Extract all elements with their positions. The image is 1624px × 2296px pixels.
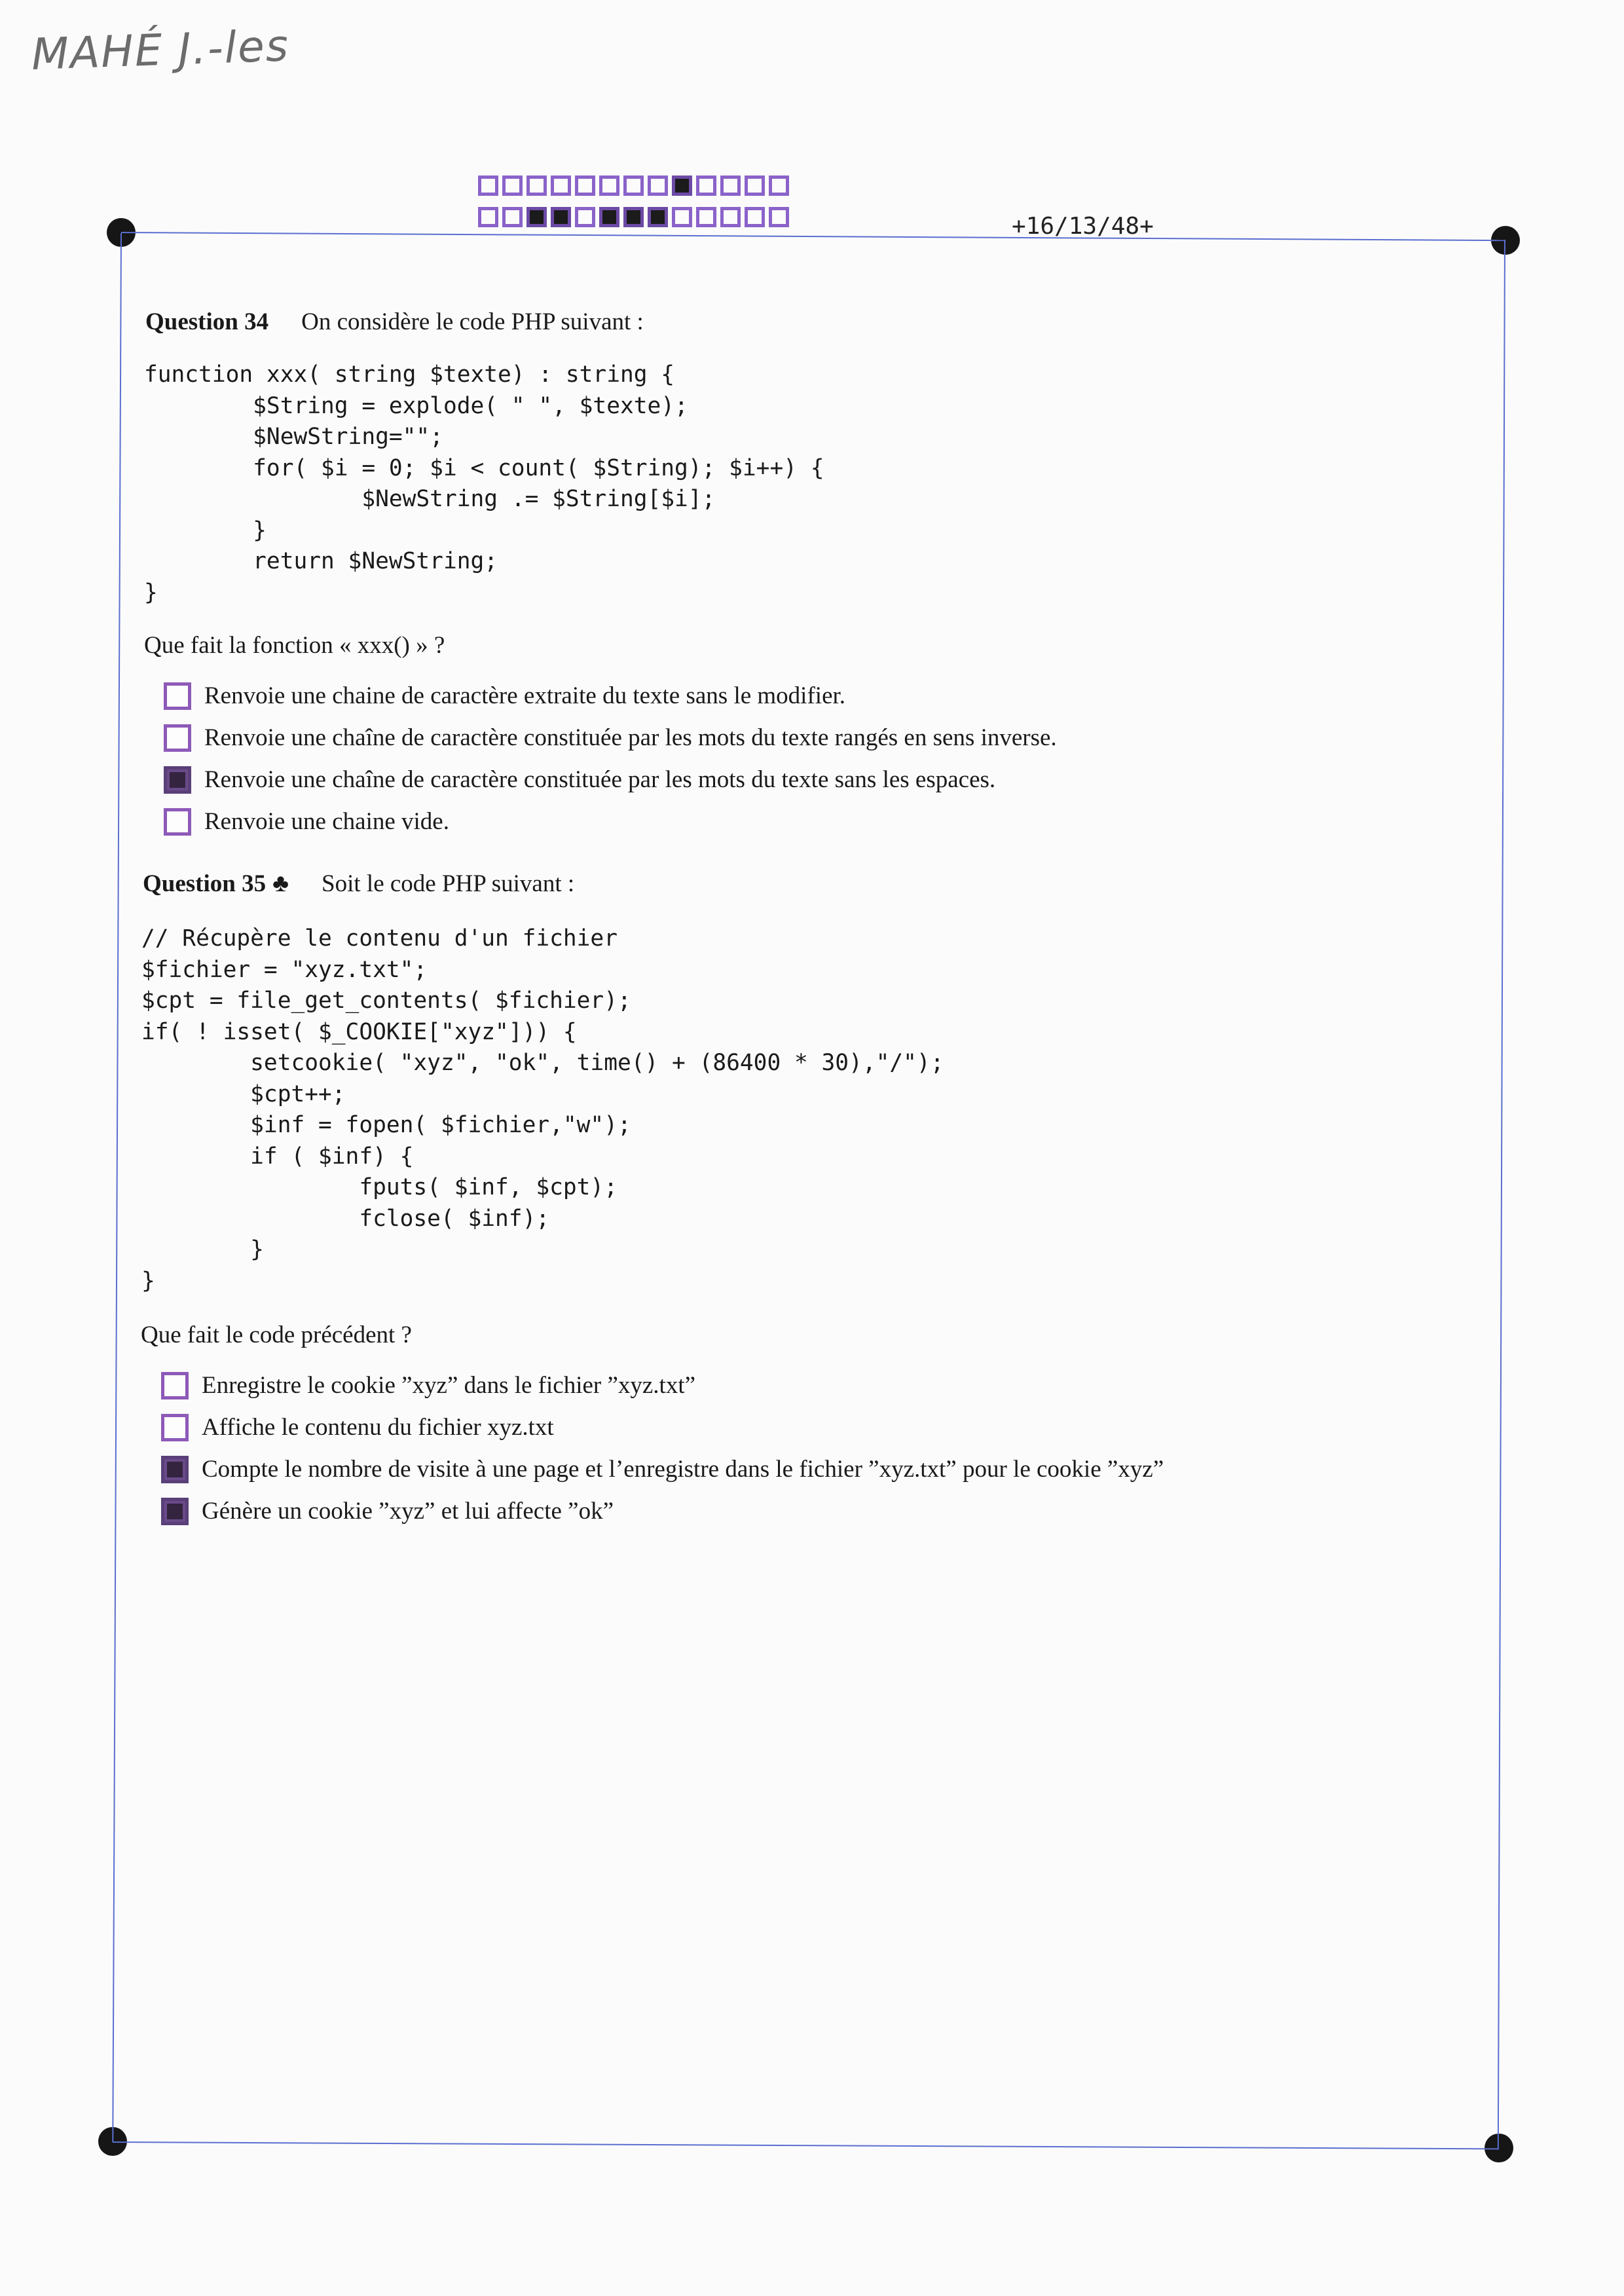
q35-answer-3-label: Compte le nombre de visite à une page et l’enregistre dans le fichier ”xyz.txt” pour le cookie ”xyz” (202, 1456, 1164, 1483)
id-box (575, 176, 595, 196)
student-id-row-1 (478, 176, 793, 196)
q34-answer-2-label: Renvoie une chaîne de caractère constituée par les mots du texte rangés en sens inverse. (204, 724, 1057, 751)
q35-answer-1[interactable] (161, 1371, 695, 1399)
q35-answer-3-checkbox[interactable] (161, 1456, 189, 1483)
q35-answer-4-label: Génère un cookie ”xyz” et lui affecte ”ok” (202, 1498, 614, 1525)
q35-answer-2-checkbox[interactable] (161, 1414, 189, 1441)
id-box (623, 207, 644, 227)
q35-answer-4-checkbox[interactable] (161, 1498, 189, 1525)
q34-answer-4-label: Renvoie une chaine vide. (204, 808, 449, 835)
question-35-prompt: Que fait le code précédent ? (141, 1322, 412, 1348)
q34-answer-1-checkbox[interactable] (164, 682, 191, 710)
q35-answer-2[interactable] (161, 1413, 554, 1441)
id-box (769, 207, 789, 227)
question-number: Question 35 (143, 870, 267, 897)
id-box (769, 176, 789, 196)
id-box (720, 176, 741, 196)
q35-answer-3[interactable] (161, 1455, 1164, 1483)
frame-top (121, 232, 1505, 241)
id-box (478, 207, 498, 227)
q34-answer-2-checkbox[interactable] (164, 724, 191, 752)
id-box (502, 176, 523, 196)
id-box (575, 207, 595, 227)
id-box (696, 176, 716, 196)
id-box (648, 176, 668, 196)
id-box (478, 176, 498, 196)
id-box (599, 176, 619, 196)
id-box (623, 176, 644, 196)
q34-answer-1-label: Renvoie une chaine de caractère extraite du texte sans le modifier. (204, 682, 846, 709)
page-code: +16/13/48+ (1012, 213, 1154, 240)
id-box (696, 207, 716, 227)
question-34-header (145, 308, 644, 336)
id-box (720, 207, 741, 227)
question-35-header (143, 869, 574, 898)
id-box (672, 207, 692, 227)
q34-answer-3-checkbox[interactable] (164, 766, 191, 794)
q34-answer-4[interactable] (164, 807, 449, 836)
id-box (526, 176, 547, 196)
club-icon: ♣ (272, 870, 289, 897)
student-id-row-2 (478, 207, 793, 227)
q35-answer-2-label: Affiche le contenu du fichier xyz.txt (202, 1414, 554, 1441)
id-box (526, 207, 547, 227)
q35-answer-4[interactable] (161, 1497, 614, 1525)
q34-answer-4-checkbox[interactable] (164, 808, 191, 836)
id-box (745, 176, 765, 196)
q34-answer-3[interactable] (164, 766, 995, 794)
id-box (745, 207, 765, 227)
question-34-prompt: Que fait la fonction « xxx() » ? (144, 632, 445, 659)
handwritten-student-name: MAHÉ J.-les (30, 20, 291, 80)
question-35-code: // Récupère le contenu d'un fichier $fichier = "xyz.txt"; $cpt = file_get_contents( $fichier); if( ! isset( $_COOKIE["xyz"])) { setcookie( "xyz", "ok", time() + (86400 * 30),"/"); $cpt++; $inf = fopen( $fichier,"w"); if ( $inf) { fputs( $inf, $cpt); fclose( $inf); } } (141, 925, 944, 1294)
id-box (648, 207, 668, 227)
frame-left (112, 233, 122, 2142)
question-34-code: function xxx( string $texte) : string { $String = explode( " ", $texte); $NewString=""; for( $i = 0; $i < count( $String); $i++) { $NewString .= $String[$i]; } return $NewString; } (144, 361, 824, 606)
q35-answer-1-label: Enregistre le cookie ”xyz” dans le fichier ”xyz.txt” (202, 1372, 696, 1399)
id-box (551, 207, 571, 227)
question-number: Question 34 (145, 308, 269, 335)
id-box (502, 207, 523, 227)
id-box (672, 176, 692, 196)
frame-bottom (113, 2141, 1499, 2149)
question-intro: Soit le code PHP suivant : (322, 870, 575, 897)
id-box (551, 176, 571, 196)
q34-answer-2[interactable] (164, 724, 1057, 752)
q34-answer-1[interactable] (164, 682, 845, 710)
frame-right (1498, 240, 1505, 2149)
id-box (599, 207, 619, 227)
q35-answer-1-checkbox[interactable] (161, 1372, 189, 1399)
question-intro: On considère le code PHP suivant : (301, 308, 644, 335)
q34-answer-3-label: Renvoie une chaîne de caractère constituée par les mots du texte sans les espaces. (204, 766, 996, 793)
